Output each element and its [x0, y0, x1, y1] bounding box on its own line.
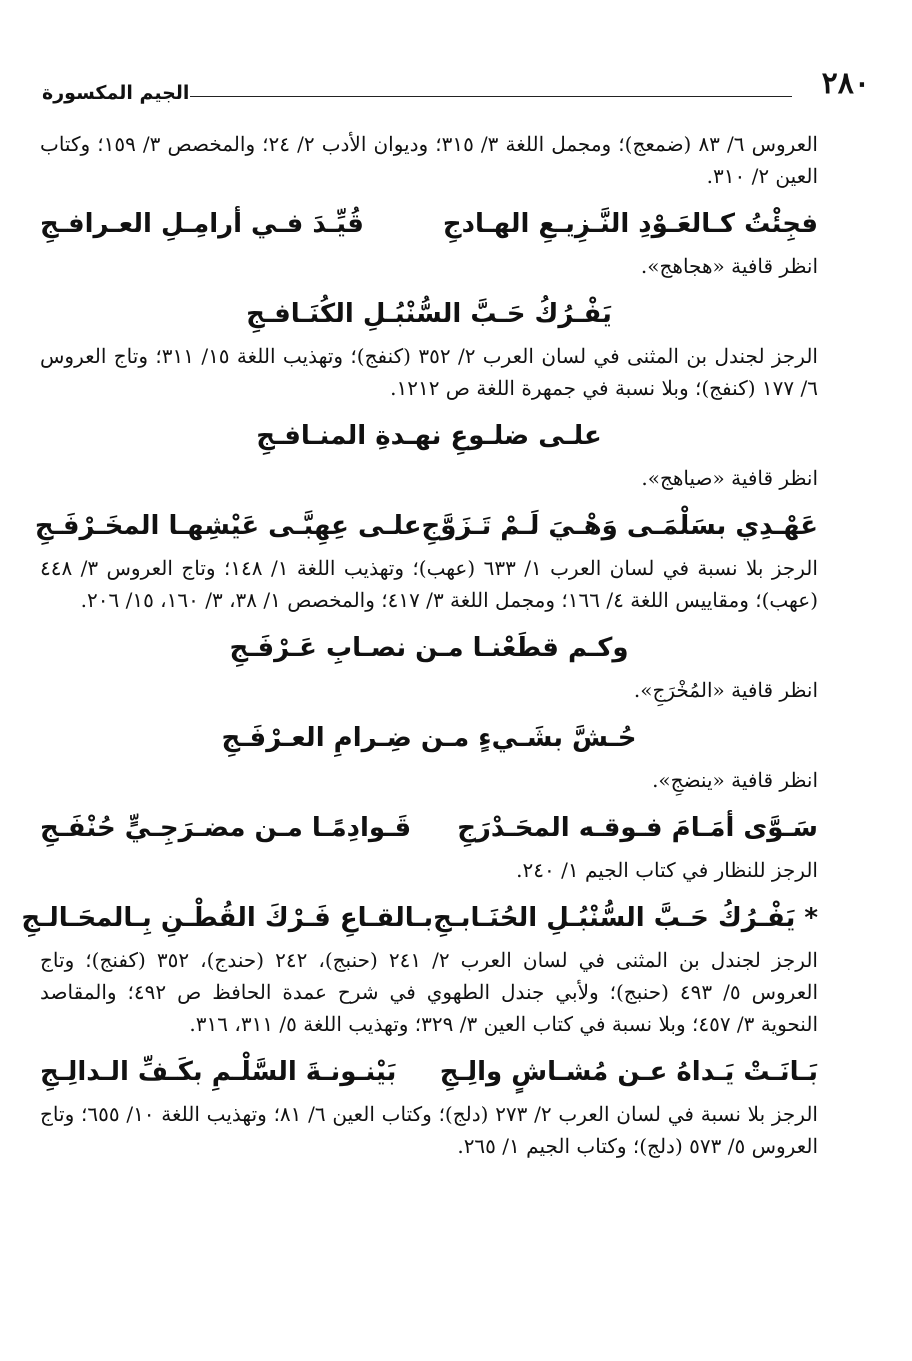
- verse-single: علـى ضلـوعِ نهـدةِ المنـافـجِ: [256, 421, 602, 451]
- verse-single: وكـم قطَعْنـا مـن نصـابِ عَـرْفَـجِ: [229, 633, 629, 663]
- attribution-note: الرجز للنظار في كتاب الجيم ١/ ٢٤٠.: [516, 858, 818, 882]
- cross-reference: انظر قافية «ينضجِ».: [652, 768, 818, 792]
- verse-first-hemistich: عَهْـدِي بسَلْمَـى وَهْـيَ لَـمْ تَـزَوَّجِ: [421, 511, 818, 541]
- verse-line: [40, 802, 818, 854]
- verse-line: [40, 198, 818, 250]
- verse-second-hemistich: بـالقـاعِ فَـرْكَ القُطْـنِ بِـالمحَـالـجِ: [21, 903, 434, 933]
- footnote-paragraph: الرجز بلا نسبة في لسان العرب ١/ ٦٣٣ (عهب)؛ وتهذيب اللغة ١/ ١٤٨؛ وتاج العروس ٣/ ٤٤٨ (عهب)؛ ومقاييس اللغة ٤/ ١٦٦؛ ومجمل اللغة ٣/ ٤١٧؛ والمخصص ١/ ٣٨، ٣/ ١٦٠، ١٥/ ٢٠٦.: [40, 556, 818, 612]
- cross-reference: انظر قافية «هجاهج».: [640, 254, 818, 278]
- verse-line: [34, 500, 818, 552]
- verse-second-hemistich: بَيْنـونـةَ السَّلْـمِ بكَـفِّ الـدالِـجِ: [40, 1057, 397, 1087]
- verse-second-hemistich: علـى عِهِبَّـى عَيْشِهـا المخَـرْفَـجِ: [34, 511, 422, 541]
- footnote-paragraph: الرجز لجندل بن المثنى في لسان العرب ٢/ ٢٤١ (حنبج)، ٢٤٢ (حندج)، ٣٥٢ (كفنج)؛ وتاج العروس ٥/ ٤٩٣ (حنبج)؛ ولأبي جندل الطهوي في شرح عمدة الحافظ ص ٤٩٢؛ والمقاصد النحوية ٣/ ٤٥٧؛ وبلا نسبة في كتاب العين ٣/ ٣٢٩؛ وتهذيب اللغة ٥/ ٣١١، ٣١٦.: [40, 948, 819, 1036]
- cross-reference: انظر قافية «صياهج».: [641, 466, 818, 490]
- page-header: [40, 66, 872, 106]
- page-number: ٢٨٠: [821, 66, 870, 101]
- verse-second-hemistich: قَـوادِمًـا مـن مضـرَجِـيٍّ حُنْفَـجِ: [40, 813, 412, 843]
- verse-single: يَفْـرُكُ حَـبَّ السُّنْبُـلِ الكُنَـافـجِ: [246, 299, 612, 329]
- header-rule: [190, 96, 792, 97]
- running-title: الجيم المكسورة: [42, 82, 190, 104]
- verse-first-hemistich: سَـوَّى أمَـامَ فـوقـه المحَـدْرَجِ: [457, 813, 818, 843]
- verse-first-hemistich: فجِئْتُ كـالعَـوْدِ النَّـزِيـعِ الهـادجِ: [442, 209, 818, 239]
- footnote-paragraph: الرجز لجندل بن المثنى في لسان العرب ٢/ ٣٥٢ (كنفج)؛ وتهذيب اللغة ١٥/ ٣١١؛ وتاج العروس ٦/ ١٧٧ (كنفج)؛ وبلا نسبة في جمهرة اللغة ص ١٢١٢.: [40, 344, 818, 400]
- footnote-paragraph: الرجز بلا نسبة في لسان العرب ٢/ ٢٧٣ (دلج)؛ وكتاب العين ٦/ ٨١؛ وتهذيب اللغة ١٠/ ٦٥٥؛ وتاج العروس ٥/ ٥٧٣ (دلج)؛ وكتاب الجيم ١/ ٢٦٥.: [40, 1102, 818, 1158]
- verse-line: [40, 1046, 818, 1098]
- verse-single: حُـشَّ بشَـيءٍ مـن ضِـرامِ العـرْفَـجِ: [221, 723, 637, 753]
- verse-first-hemistich: بَـانَـتْ يَـداهُ عـن مُشـاشٍ والِـجِ: [439, 1057, 818, 1087]
- verse-second-hemistich: قُيِّـدَ فـي أرامِـلِ العـرافـجِ: [40, 209, 364, 239]
- page-body: [21, 128, 819, 1168]
- verse-first-hemistich: * يَفْـرُكُ حَـبَّ السُّنْبُـلِ الحُنَـابـجِ: [433, 903, 818, 933]
- cross-reference: انظر قافية «المُخْرَجِ».: [633, 678, 818, 702]
- verse-line: [21, 892, 818, 944]
- footnote-paragraph: العروس ٦/ ٨٣ (ضمعج)؛ ومجمل اللغة ٣/ ٣١٥؛ وديوان الأدب ٢/ ٢٤؛ والمخصص ٣/ ١٥٩؛ وكتاب العين ٢/ ٣١٠.: [40, 132, 818, 188]
